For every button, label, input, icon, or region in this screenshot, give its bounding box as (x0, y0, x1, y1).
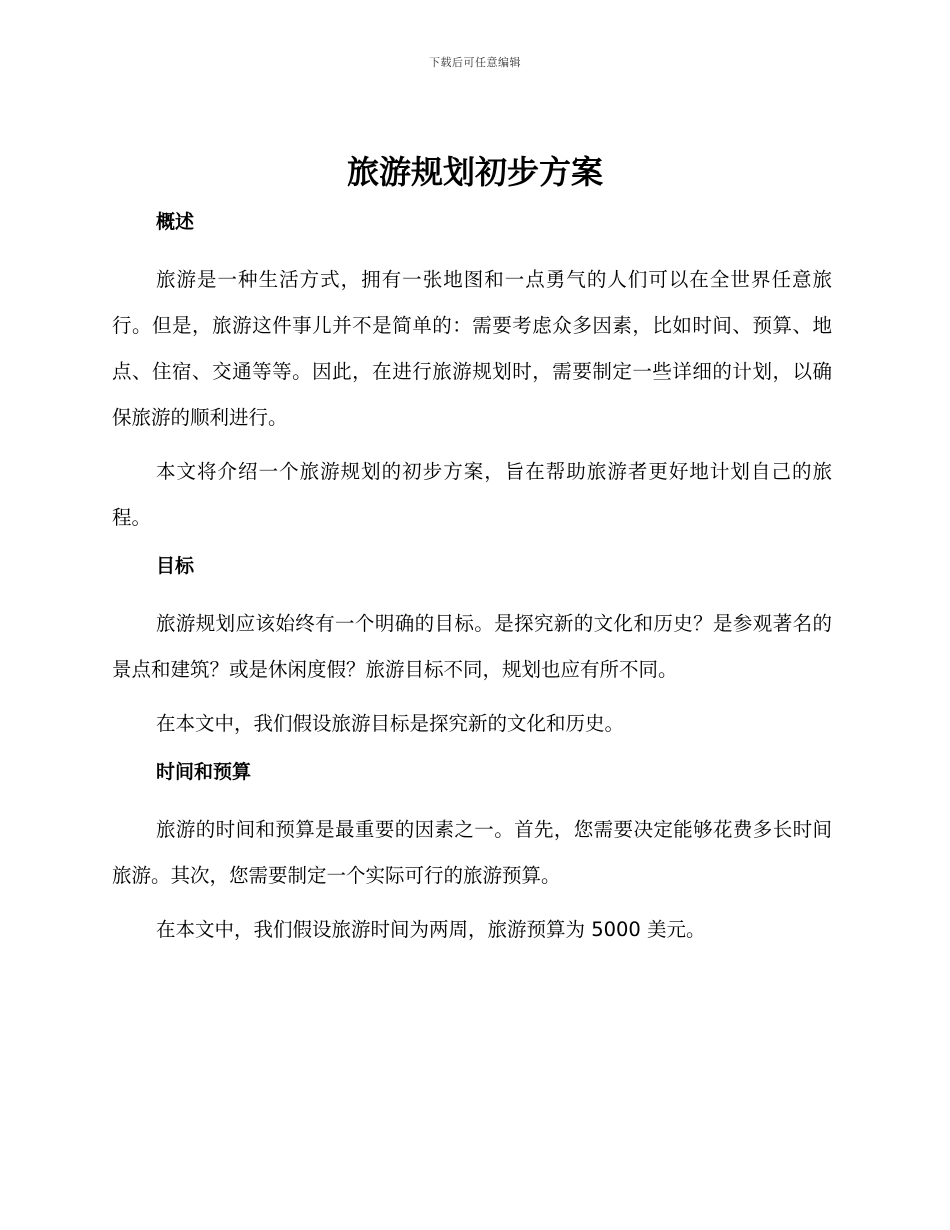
time-budget-paragraph-1: 旅游的时间和预算是最重要的因素之一。首先，您需要决定能够花费多长时间旅游。其次，您需要制定一个实际可行的旅游预算。 (112, 818, 832, 887)
section-heading-overview: 概述 (156, 211, 195, 233)
goal-paragraph-2: 在本文中，我们假设旅游目标是探究新的文化和历史。 (156, 712, 625, 735)
overview-paragraph-1: 旅游是一种生活方式，拥有一张地图和一点勇气的人们可以在全世界任意旅行。但是，旅游这件事儿并不是简单的：需要考虑众多因素，比如时间、预算、地点、住宿、交通等等。因此，在进行旅游规划时，需要制定一些详细的计划，以确保旅游的顺利进行。 (112, 268, 832, 429)
section-heading-goal: 目标 (156, 555, 195, 577)
section-heading-time-budget: 时间和预算 (156, 761, 252, 783)
page-header-note: 下载后可任意编辑 (429, 56, 521, 69)
overview-paragraph-2: 本文将介绍一个旅游规划的初步方案，旨在帮助旅游者更好地计划自己的旅程。 (112, 460, 832, 529)
goal-paragraph-1: 旅游规划应该始终有一个明确的目标。是探究新的文化和历史？是参观著名的景点和建筑？或是休闲度假？旅游目标不同，规划也应有所不同。 (112, 612, 832, 681)
document-body (112, 205, 832, 953)
document-title: 旅游规划初步方案 (346, 153, 603, 191)
time-budget-paragraph-2: 在本文中，我们假设旅游时间为两周，旅游预算为 5000 美元。 (156, 918, 706, 941)
